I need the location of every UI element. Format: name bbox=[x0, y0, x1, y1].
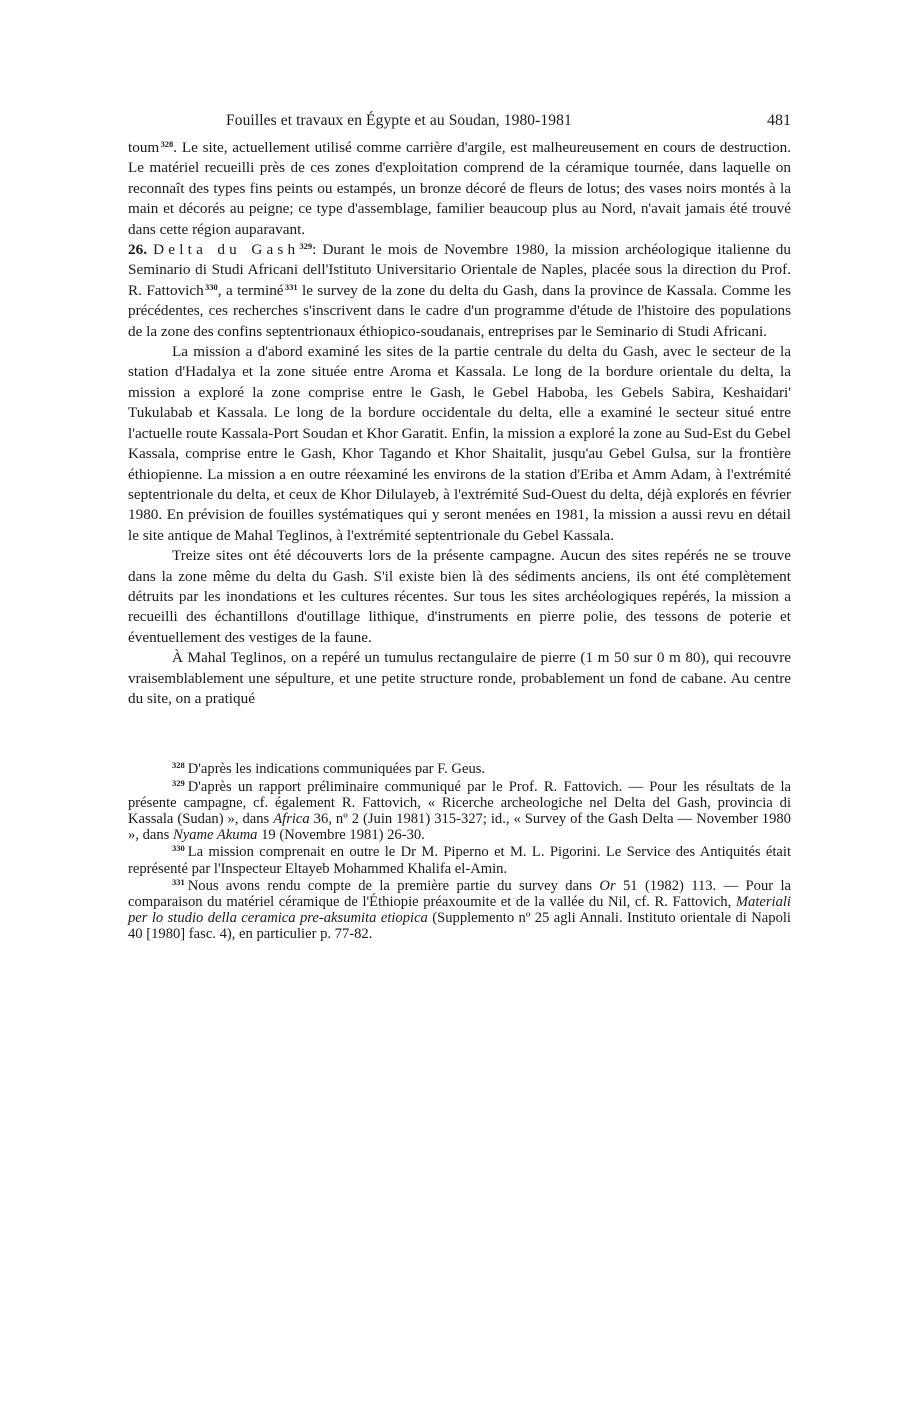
footnote-text: 19 (Novembre 1981) 26-30. bbox=[257, 827, 425, 844]
body-text bbox=[128, 138, 791, 709]
footnote-marker: 331 bbox=[172, 876, 185, 887]
footnote-marker: 328 bbox=[172, 760, 185, 771]
footnotes bbox=[128, 761, 791, 942]
page-number: 481 bbox=[767, 112, 791, 129]
footnote-text: 51 (1982) 113. — Pour la comparaison du matériel céramique de l'Éthiopie préaxoumite et de la vallée du Nil, cf. R. Fattovich, bbox=[128, 877, 791, 910]
paragraph-text: : Durant le mois de Novembre 1980, la mission archéologique italienne du Seminario di Studi Africani dell'Istituto Universitario Orientale de Naples, placée sous la direction du Prof. R. Fattovich bbox=[128, 241, 791, 299]
footnote-text: La mission comprenait en outre le Dr M. Piperno et M. L. Pigorini. Le Service des Antiquités était représenté par l'Inspecteur Eltayeb Mohammed Khalifa el-Amin. bbox=[128, 844, 791, 877]
footnote-text: D'après les indications communiquées par F. Geus. bbox=[187, 761, 486, 778]
paragraph-text: le survey de la zone du delta du Gash, dans la province de Kassala. Comme les précédentes, ces recherches s'inscrivent dans le cadre d'un programme d'étude de l'histoire des populations de la zone des confins septentrionaux éthiopico-soudanais, entreprises par le Seminario di Studi Africani. bbox=[128, 281, 791, 340]
footnote-text: (Supplemento nº 25 agli Annali. Instituto orientale di Napoli 40 [1980] fasc. 4), en particulier p. 77-82. bbox=[128, 910, 791, 943]
footnote-ref-328: 328 bbox=[160, 139, 174, 149]
footnote-ref-330: 330 bbox=[205, 281, 218, 292]
running-header bbox=[128, 112, 791, 138]
footnote-marker: 329 bbox=[172, 777, 185, 788]
footnote-ref-329: 329 bbox=[299, 241, 313, 252]
footnote-marker: 330 bbox=[172, 843, 185, 854]
footnote-329 bbox=[128, 779, 791, 844]
journal-title-nyame-akuma: Nyame Akuma bbox=[173, 827, 258, 844]
paragraph-survey-areas: La mission a d'abord examiné les sites de la partie centrale du delta du Gash, avec le secteur de la station d'Hadalya et la zone située entre Aroma et Kassala. Le long de la bordure orientale du delta, la mission a exploré la zone comprise entre le Gash, le Gebel Haboba, les Gebels Sabira, Keshaidari' Tukulabab et Kassala. Le long de la bordure occidentale du delta, elle a examiné le secteur situé entre l'actuelle route Kassala-Port Soudan et Khor Garatit. Enfin, la mission a exploré la zone au Sud-Est du Gebel Kassala, comprise entre le Gash, Khor Tagando et Khor Shaitalit, jusqu'au Gebel Gulsa, sur la frontière éthiopienne. La mission a en outre réexaminé les environs de la station d'Eriba et Amm Adam, à l'extrémité septentrionale du delta, et ceux de Khor Dilulayeb, à l'extrémité Sud-Ouest du delta, déjà explorés en février 1980. En prévision de fouilles systématiques qui y seront menées en 1981, la mission a aussi revu en détail le site antique de Mahal Teglinos, à l'extrémité septentrionale du Gebel Kassala. bbox=[128, 343, 791, 544]
footnote-328 bbox=[128, 761, 791, 777]
paragraph-text: . Le site, actuellement utilisé comme carrière d'argile, est malheureusement en cours de destruction. Le matériel recueilli près de ces zones d'exploitation comprend de la céramique tournée, dans laquelle on reconnaît des types fins peints ou estampés, un bronze décoré de fleurs de lotus; des vases noirs montés à la main et décorés au peigne; ce type d'assemblage, familier beaucoup plus au Nord, n'avait jamais été trouvé dans cette région auparavant. bbox=[128, 139, 791, 238]
paragraph-text: toum bbox=[128, 139, 160, 156]
footnote-ref-331: 331 bbox=[284, 281, 298, 292]
paragraph-text: , a terminé bbox=[217, 281, 284, 299]
footnote-330 bbox=[128, 844, 791, 876]
footnote-text: Nous avons rendu compte de la première partie du survey dans bbox=[187, 877, 600, 894]
footnote-331 bbox=[128, 878, 791, 943]
journal-title-africa: Africa bbox=[273, 810, 310, 827]
document-page bbox=[128, 112, 791, 944]
journal-title-or: Or bbox=[599, 877, 616, 894]
paragraph-sites-discovered: Treize sites ont été découverts lors de la présente campagne. Aucun des sites repérés ne se trouve dans la zone même du delta du Gash. S'il existe bien là des sédiments anciens, ils ont été complètement détruits par les inondations et les cultures récentes. Sur tous les sites archéologiques repérés, la mission a recueilli des échantillons d'outillage lithique, d'instruments en pierre polie, des tessons de poterie et éventuellement des vestiges de la faune. bbox=[128, 547, 791, 646]
running-title: Fouilles et travaux en Égypte et au Soudan, 1980-1981 bbox=[226, 112, 572, 129]
book-title-materiali: Materiali per lo studio della ceramica pre-aksumita etiopica bbox=[128, 894, 791, 927]
paragraph-mahal-teglinos: À Mahal Teglinos, on a repéré un tumulus rectangulaire de pierre (1 m 50 sur 0 m 80), qui recouvre vraisemblablement une sépulture, et une petite structure ronde, probablement un fond de cabane. Au centre du site, on a pratiqué bbox=[128, 649, 791, 707]
paragraph-continuation bbox=[128, 138, 791, 240]
section-heading: Delta du Gash bbox=[153, 241, 300, 259]
section-26-paragraph bbox=[128, 240, 791, 342]
section-number: 26. bbox=[128, 241, 147, 259]
footnote-text: D'après un rapport préliminaire communiqué par le Prof. R. Fattovich. — Pour les résultats de la présente campagne, cf. également R. Fattovich, « Ricerche archeologiche nel Delta del Gash, provincia di Kassala (Sudan) », dans bbox=[128, 778, 791, 827]
footnote-text: 36, nº 2 (Juin 1981) 315-327; id., « Survey of the Gash Delta — November 1980 », dans bbox=[128, 810, 791, 844]
